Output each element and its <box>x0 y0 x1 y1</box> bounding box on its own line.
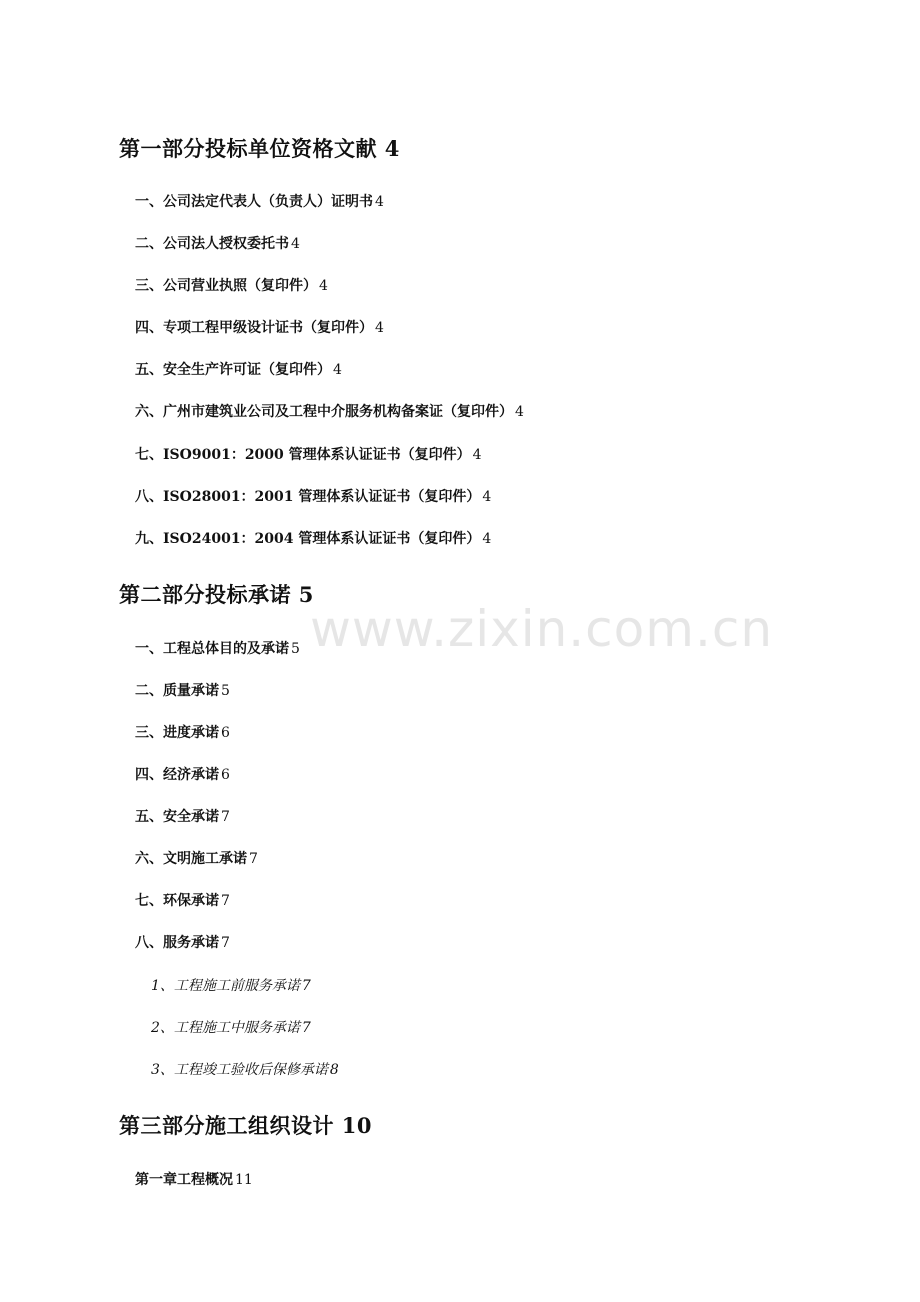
toc-entry-page: 4 <box>319 278 328 294</box>
toc-subentry-page: 7 <box>301 1020 311 1036</box>
toc-subentry-text: 1、工程施工前服务承诺 <box>151 978 300 994</box>
toc-entry-text: 七、环保承诺 <box>135 893 219 909</box>
toc-entry-page: 4 <box>291 236 300 252</box>
toc-entry-text: 九、ISO24001：2004 管理体系认证证书（复印件） <box>135 531 481 547</box>
toc-entry-text: 六、广州市建筑业公司及工程中介服务机构备案证（复印件） <box>135 404 513 420</box>
toc-entry-page: 7 <box>221 935 230 951</box>
toc-entry-page: 4 <box>375 194 384 210</box>
part-3-title: 第三部分施工组织设计 10 <box>119 1113 373 1138</box>
toc-entry-page: 7 <box>249 851 258 867</box>
toc-entry[interactable] <box>135 488 491 506</box>
toc-entry-page: 4 <box>375 320 384 336</box>
toc-subentry[interactable] <box>151 977 311 995</box>
toc-entry[interactable] <box>135 850 258 868</box>
toc-entry[interactable] <box>135 319 384 337</box>
toc-entry-text: 五、安全生产许可证（复印件） <box>135 362 331 378</box>
toc-entry[interactable] <box>135 277 328 295</box>
toc-entry-text: 七、ISO9001：2000 管理体系认证证书（复印件） <box>135 447 471 463</box>
toc-entry-page: 5 <box>291 641 300 657</box>
toc-entry[interactable] <box>135 640 300 658</box>
toc-entry-page: 4 <box>482 531 492 547</box>
toc-entry-page: 4 <box>515 404 524 420</box>
toc-entry-page: 7 <box>221 893 230 909</box>
toc-entry[interactable] <box>135 361 342 379</box>
toc-entry[interactable] <box>135 934 230 952</box>
toc-subentry[interactable] <box>151 1019 311 1037</box>
toc-entry-text: 六、文明施工承诺 <box>135 851 247 867</box>
toc-entry[interactable] <box>135 193 384 211</box>
toc-entry-page: 7 <box>221 809 230 825</box>
toc-subentry[interactable] <box>151 1061 339 1079</box>
toc-subentry-page: 7 <box>301 978 311 994</box>
toc-entry[interactable] <box>135 724 230 742</box>
toc-entry[interactable] <box>135 682 230 700</box>
toc-entry-text: 一、公司法定代表人（负责人）证明书 <box>135 194 373 210</box>
toc-entry[interactable] <box>135 403 524 421</box>
toc-entry-page: 4 <box>333 362 342 378</box>
toc-entry-text: 三、进度承诺 <box>135 725 219 741</box>
toc-entry[interactable] <box>135 235 300 253</box>
toc-entry-page: 6 <box>221 767 230 783</box>
toc-entry-page: 4 <box>482 489 492 505</box>
toc-entry[interactable] <box>135 1171 253 1189</box>
toc-entry-text: 一、工程总体目的及承诺 <box>135 641 289 657</box>
toc-entry-text: 第一章工程概况 <box>135 1172 233 1188</box>
toc-entry[interactable] <box>135 446 482 464</box>
toc-entry-text: 四、经济承诺 <box>135 767 219 783</box>
toc-subentry-text: 3、工程竣工验收后保修承诺 <box>151 1062 328 1078</box>
toc-entry-text: 二、质量承诺 <box>135 683 219 699</box>
toc-entry[interactable] <box>135 766 230 784</box>
toc-entry-text: 二、公司法人授权委托书 <box>135 236 289 252</box>
toc-subentry-page: 8 <box>329 1062 339 1078</box>
toc-entry-text: 八、ISO28001：2001 管理体系认证证书（复印件） <box>135 489 481 505</box>
toc-entry-page: 5 <box>221 683 230 699</box>
toc-entry[interactable] <box>135 530 491 548</box>
toc-entry-text: 八、服务承诺 <box>135 935 219 951</box>
toc-entry-text: 三、公司营业执照（复印件） <box>135 278 317 294</box>
toc-entry[interactable] <box>135 808 230 826</box>
toc-entry-page: 11 <box>235 1172 253 1188</box>
toc-entry-page: 6 <box>221 725 230 741</box>
toc-entry[interactable] <box>135 892 230 910</box>
toc-entry-text: 五、安全承诺 <box>135 809 219 825</box>
toc-subentry-text: 2、工程施工中服务承诺 <box>151 1020 300 1036</box>
part-2-title: 第二部分投标承诺 5 <box>119 582 314 607</box>
part-1-title: 第一部分投标单位资格文献 4 <box>119 136 400 161</box>
toc-entry-page: 4 <box>472 447 482 463</box>
toc-entry-text: 四、专项工程甲级设计证书（复印件） <box>135 320 373 336</box>
watermark: www.zixin.com.cn <box>310 600 774 658</box>
